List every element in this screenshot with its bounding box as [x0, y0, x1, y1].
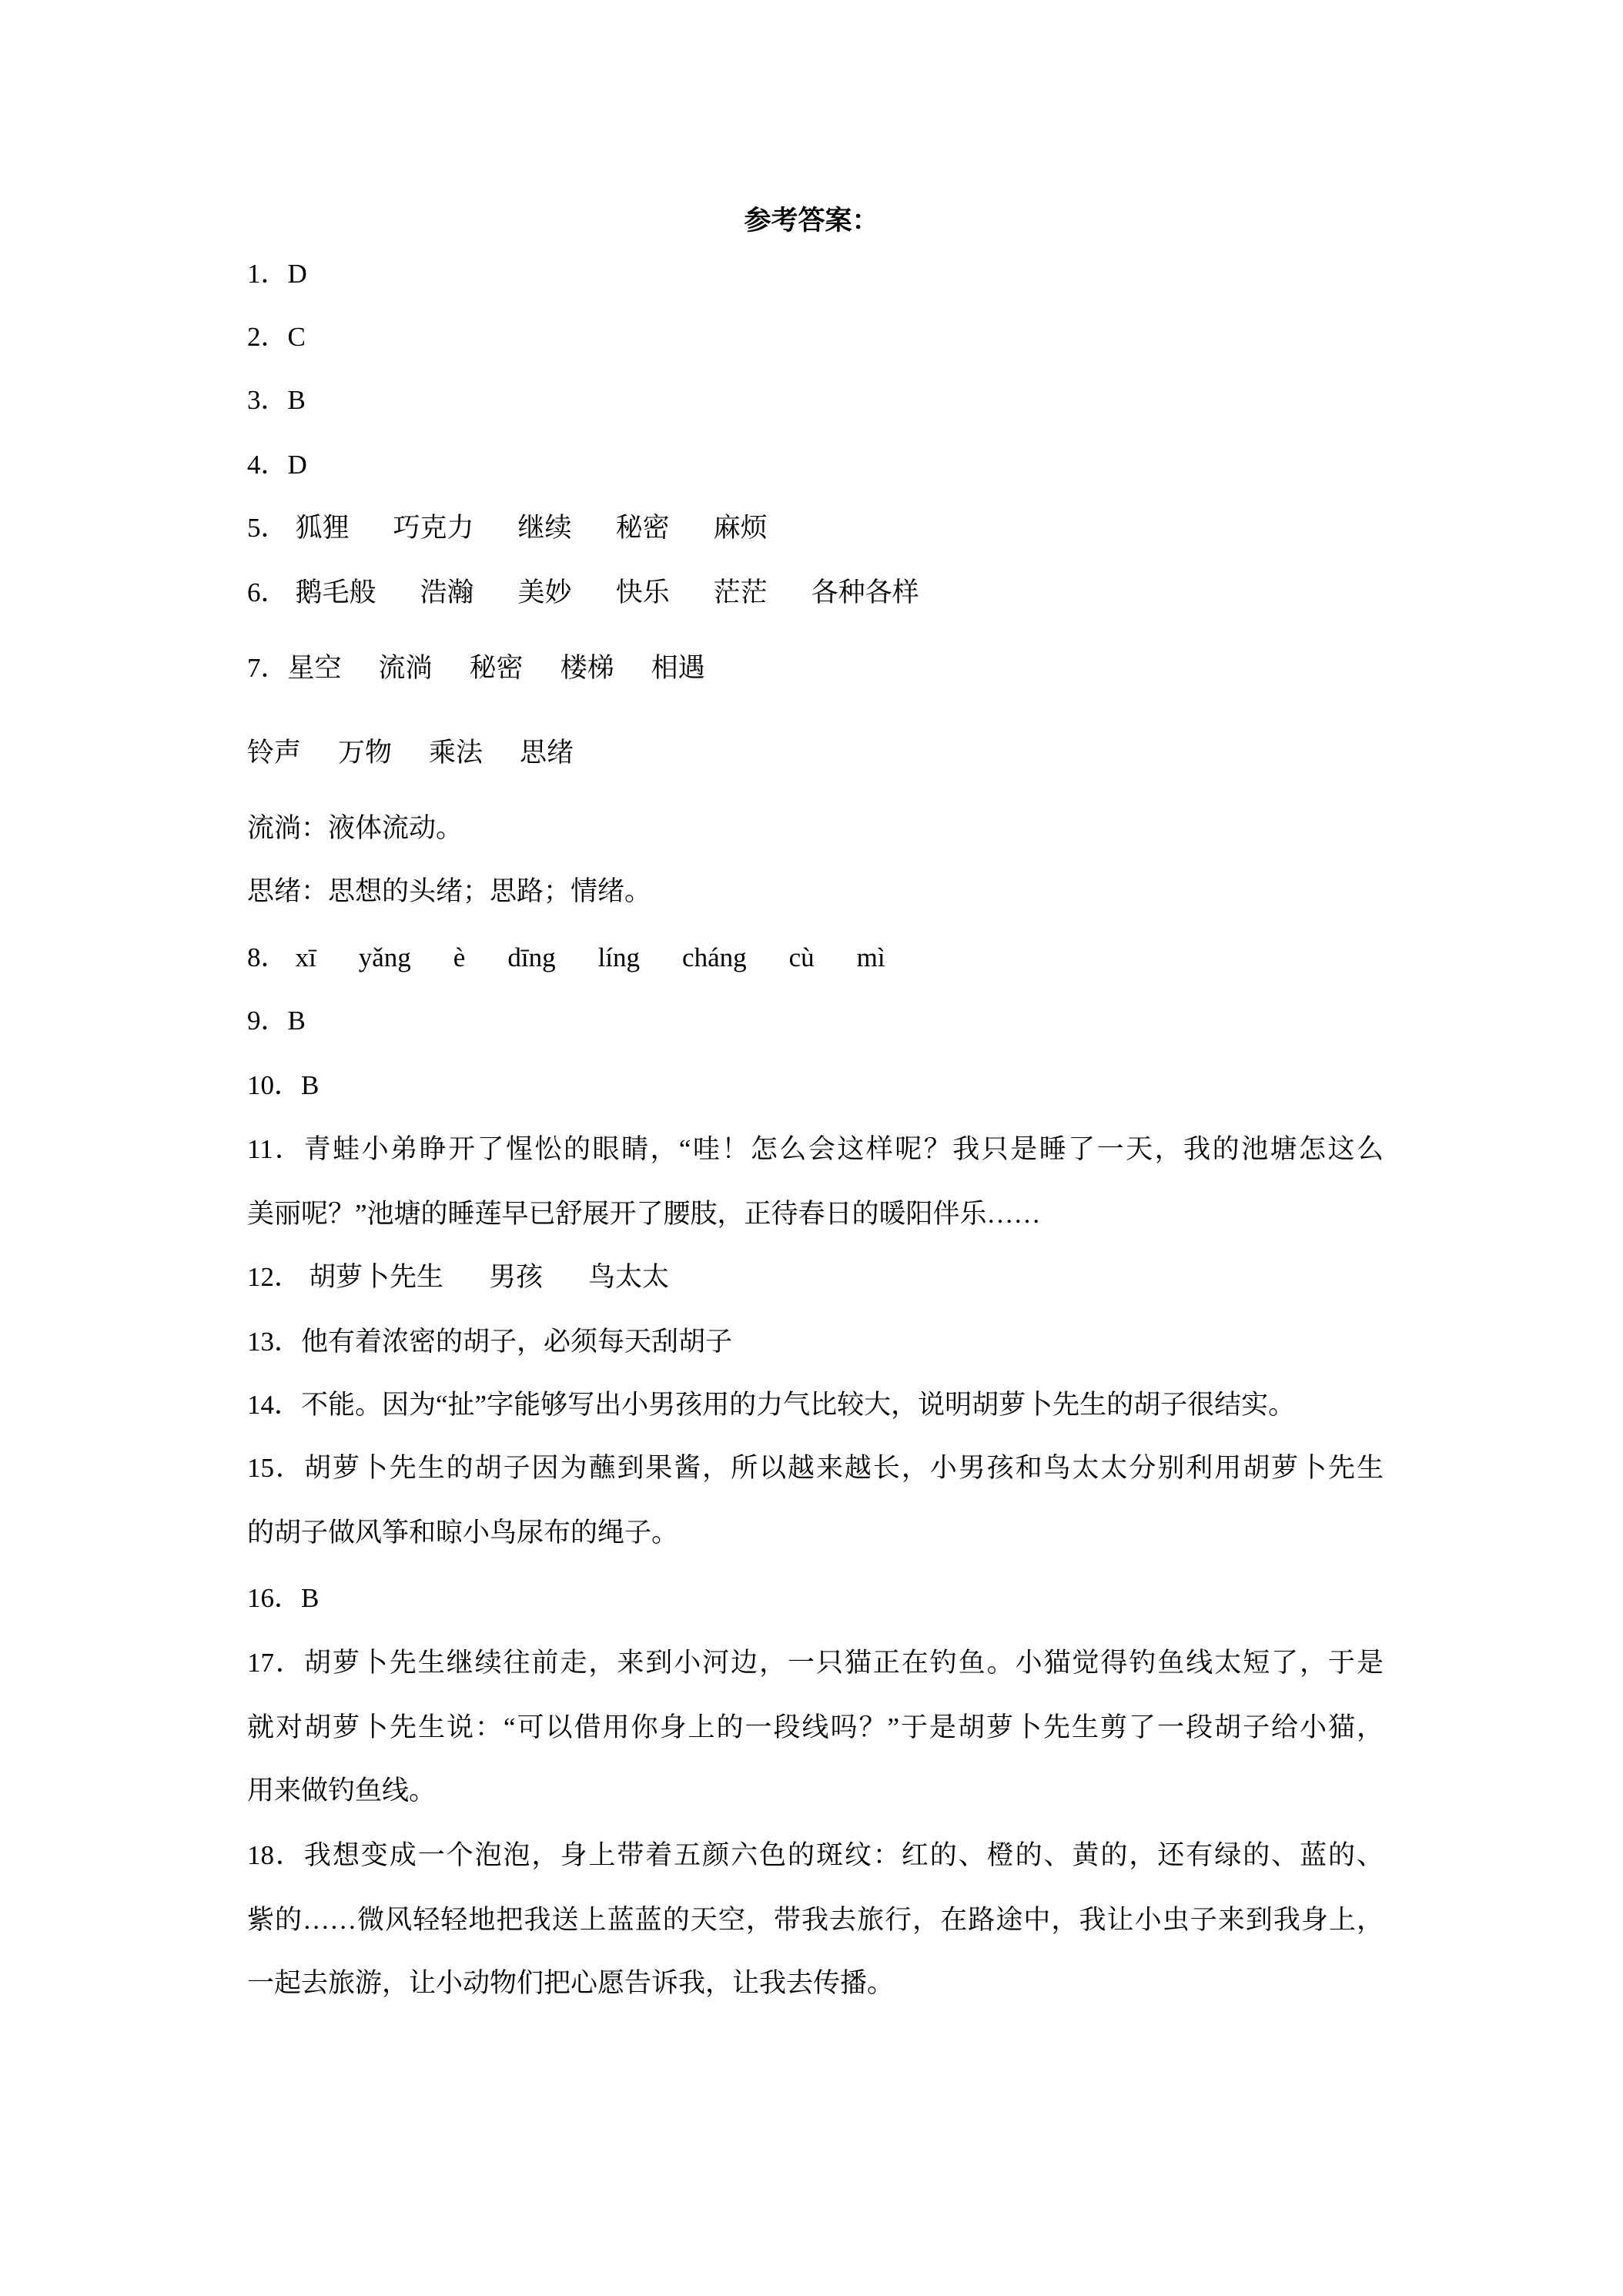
answer-text: 胡萝卜先生的胡子因为蘸到果酱，所以越来越长，小男孩和鸟太太分别利用胡萝卜先生 — [303, 1453, 1384, 1483]
answer-word: 快乐 — [615, 577, 670, 607]
answer-word: 星空 — [287, 653, 342, 683]
answer-7-words-line-2 — [247, 730, 574, 776]
answer-text: 我想变成一个泡泡，身上带着五颜六色的斑纹：红的、橙的、黄的，还有绿的、蓝的、 — [303, 1840, 1384, 1870]
answer-choice: D — [287, 450, 307, 480]
answer-word: 继续 — [517, 513, 572, 543]
answer-12 — [247, 1254, 669, 1300]
answer-choice: B — [301, 1583, 320, 1613]
answer-7-note-1: 流淌：液体流动。 — [247, 813, 463, 843]
answer-word: 麻烦 — [713, 513, 768, 543]
answer-word: 楼梯 — [560, 653, 614, 683]
answer-5 — [247, 505, 768, 551]
answer-word: 胡萝卜先生 — [309, 1262, 444, 1292]
answer-16 — [247, 1575, 319, 1622]
pinyin-word: líng — [597, 942, 641, 972]
answer-choice: C — [287, 322, 306, 352]
pinyin-word: è — [453, 942, 466, 972]
answer-word: 万物 — [338, 738, 393, 768]
answer-4 — [247, 442, 307, 488]
answer-number: 18． — [247, 1840, 304, 1870]
answer-18-line-3: 一起去旅游，让小动物们把心愿告诉我，让我去传播。 — [247, 1968, 895, 1998]
answer-number: 8． — [247, 942, 288, 972]
answer-7 — [247, 645, 705, 691]
answer-8 — [247, 935, 885, 981]
answer-2 — [247, 314, 306, 360]
pinyin-word: cù — [788, 942, 815, 972]
answer-number: 1． — [247, 259, 288, 289]
answer-number: 11． — [247, 1134, 304, 1164]
answer-number: 4． — [247, 450, 288, 480]
answer-15-line-2: 的胡子做风筝和晾小鸟尿布的绳子。 — [247, 1518, 679, 1548]
answer-word: 思绪 — [520, 738, 574, 768]
answer-choice: D — [287, 259, 307, 289]
answer-10 — [247, 1063, 319, 1109]
answer-word: 流淌 — [378, 653, 433, 683]
answer-choice: B — [287, 1006, 306, 1036]
answer-17-line-3: 用来做钓鱼线。 — [247, 1776, 437, 1806]
answer-number: 5． — [247, 513, 288, 543]
answer-word: 美妙 — [517, 577, 572, 607]
answer-word: 巧克力 — [393, 513, 474, 543]
answer-word: 茫茫 — [713, 577, 768, 607]
answer-number: 7． — [247, 653, 288, 683]
answer-number: 9． — [247, 1006, 288, 1036]
answer-number: 16． — [247, 1583, 302, 1613]
answer-number: 14． — [247, 1390, 302, 1420]
answer-14 — [247, 1382, 1295, 1428]
answer-text: 胡萝卜先生继续往前走，来到小河边，一只猫正在钓鱼。小猫觉得钓鱼线太短了，于是 — [303, 1648, 1384, 1678]
answer-17-line-2: 就对胡萝卜先生说：“可以借用你身上的一段线吗？”于是胡萝卜先生剪了一段胡子给小猫， — [247, 1712, 1384, 1742]
pinyin-word: mì — [856, 942, 885, 972]
answer-text: 青蛙小弟睁开了惺忪的眼睛，“哇！怎么会这样呢？我只是睡了一天，我的池塘怎这么 — [303, 1134, 1384, 1164]
pinyin-word: dīng — [507, 942, 556, 972]
answer-15-line-1 — [247, 1445, 1384, 1491]
answer-17-line-1 — [247, 1640, 1384, 1686]
answer-word: 浩瀚 — [420, 577, 474, 607]
answer-13 — [247, 1319, 732, 1365]
answer-text: 不能。因为“扯”字能够写出小男孩用的力气比较大，说明胡萝卜先生的胡子很结实。 — [301, 1390, 1296, 1420]
pinyin-word: cháng — [682, 942, 747, 972]
answer-word: 狐狸 — [295, 513, 350, 543]
answer-word: 乘法 — [429, 738, 484, 768]
answer-word: 秘密 — [469, 653, 524, 683]
answer-text: 他有着浓密的胡子，必须每天刮胡子 — [301, 1327, 733, 1357]
answer-6 — [247, 570, 919, 616]
answer-word: 男孩 — [489, 1262, 544, 1292]
answer-number: 10． — [247, 1070, 302, 1100]
answer-number: 3． — [247, 385, 288, 415]
answer-choice: B — [301, 1070, 320, 1100]
answer-11-line-2: 美丽呢？”池塘的睡莲早已舒展开了腰肢，正待春日的暖阳伴乐…… — [247, 1199, 1041, 1229]
answer-word: 铃声 — [247, 738, 302, 768]
answer-number: 12． — [247, 1262, 302, 1292]
pinyin-word: yǎng — [358, 942, 411, 972]
answer-number: 6． — [247, 577, 288, 607]
answer-choice: B — [287, 385, 306, 415]
answer-number: 2． — [247, 322, 288, 352]
page-title: 参考答案： — [744, 206, 879, 236]
answer-18-line-1 — [247, 1832, 1384, 1879]
answer-word: 各种各样 — [811, 577, 919, 607]
answer-word: 鹅毛般 — [295, 577, 376, 607]
answer-11-line-1 — [247, 1126, 1384, 1173]
answer-number: 15． — [247, 1453, 304, 1483]
answer-3 — [247, 377, 306, 423]
answer-7-note-2: 思绪：思想的头绪；思路；情绪。 — [247, 876, 652, 906]
pinyin-word: xī — [295, 942, 316, 972]
answer-18-line-2: 紫的……微风轻轻地把我送上蓝蓝的天空，带我去旅行，在路途中，我让小虫子来到我身上， — [247, 1905, 1384, 1935]
answer-1 — [247, 251, 307, 297]
answer-9 — [247, 998, 306, 1044]
answer-number: 13． — [247, 1327, 302, 1357]
answer-word: 鸟太太 — [588, 1262, 670, 1292]
answer-word: 相遇 — [651, 653, 705, 683]
answer-number: 17． — [247, 1648, 304, 1678]
answer-word: 秘密 — [615, 513, 670, 543]
